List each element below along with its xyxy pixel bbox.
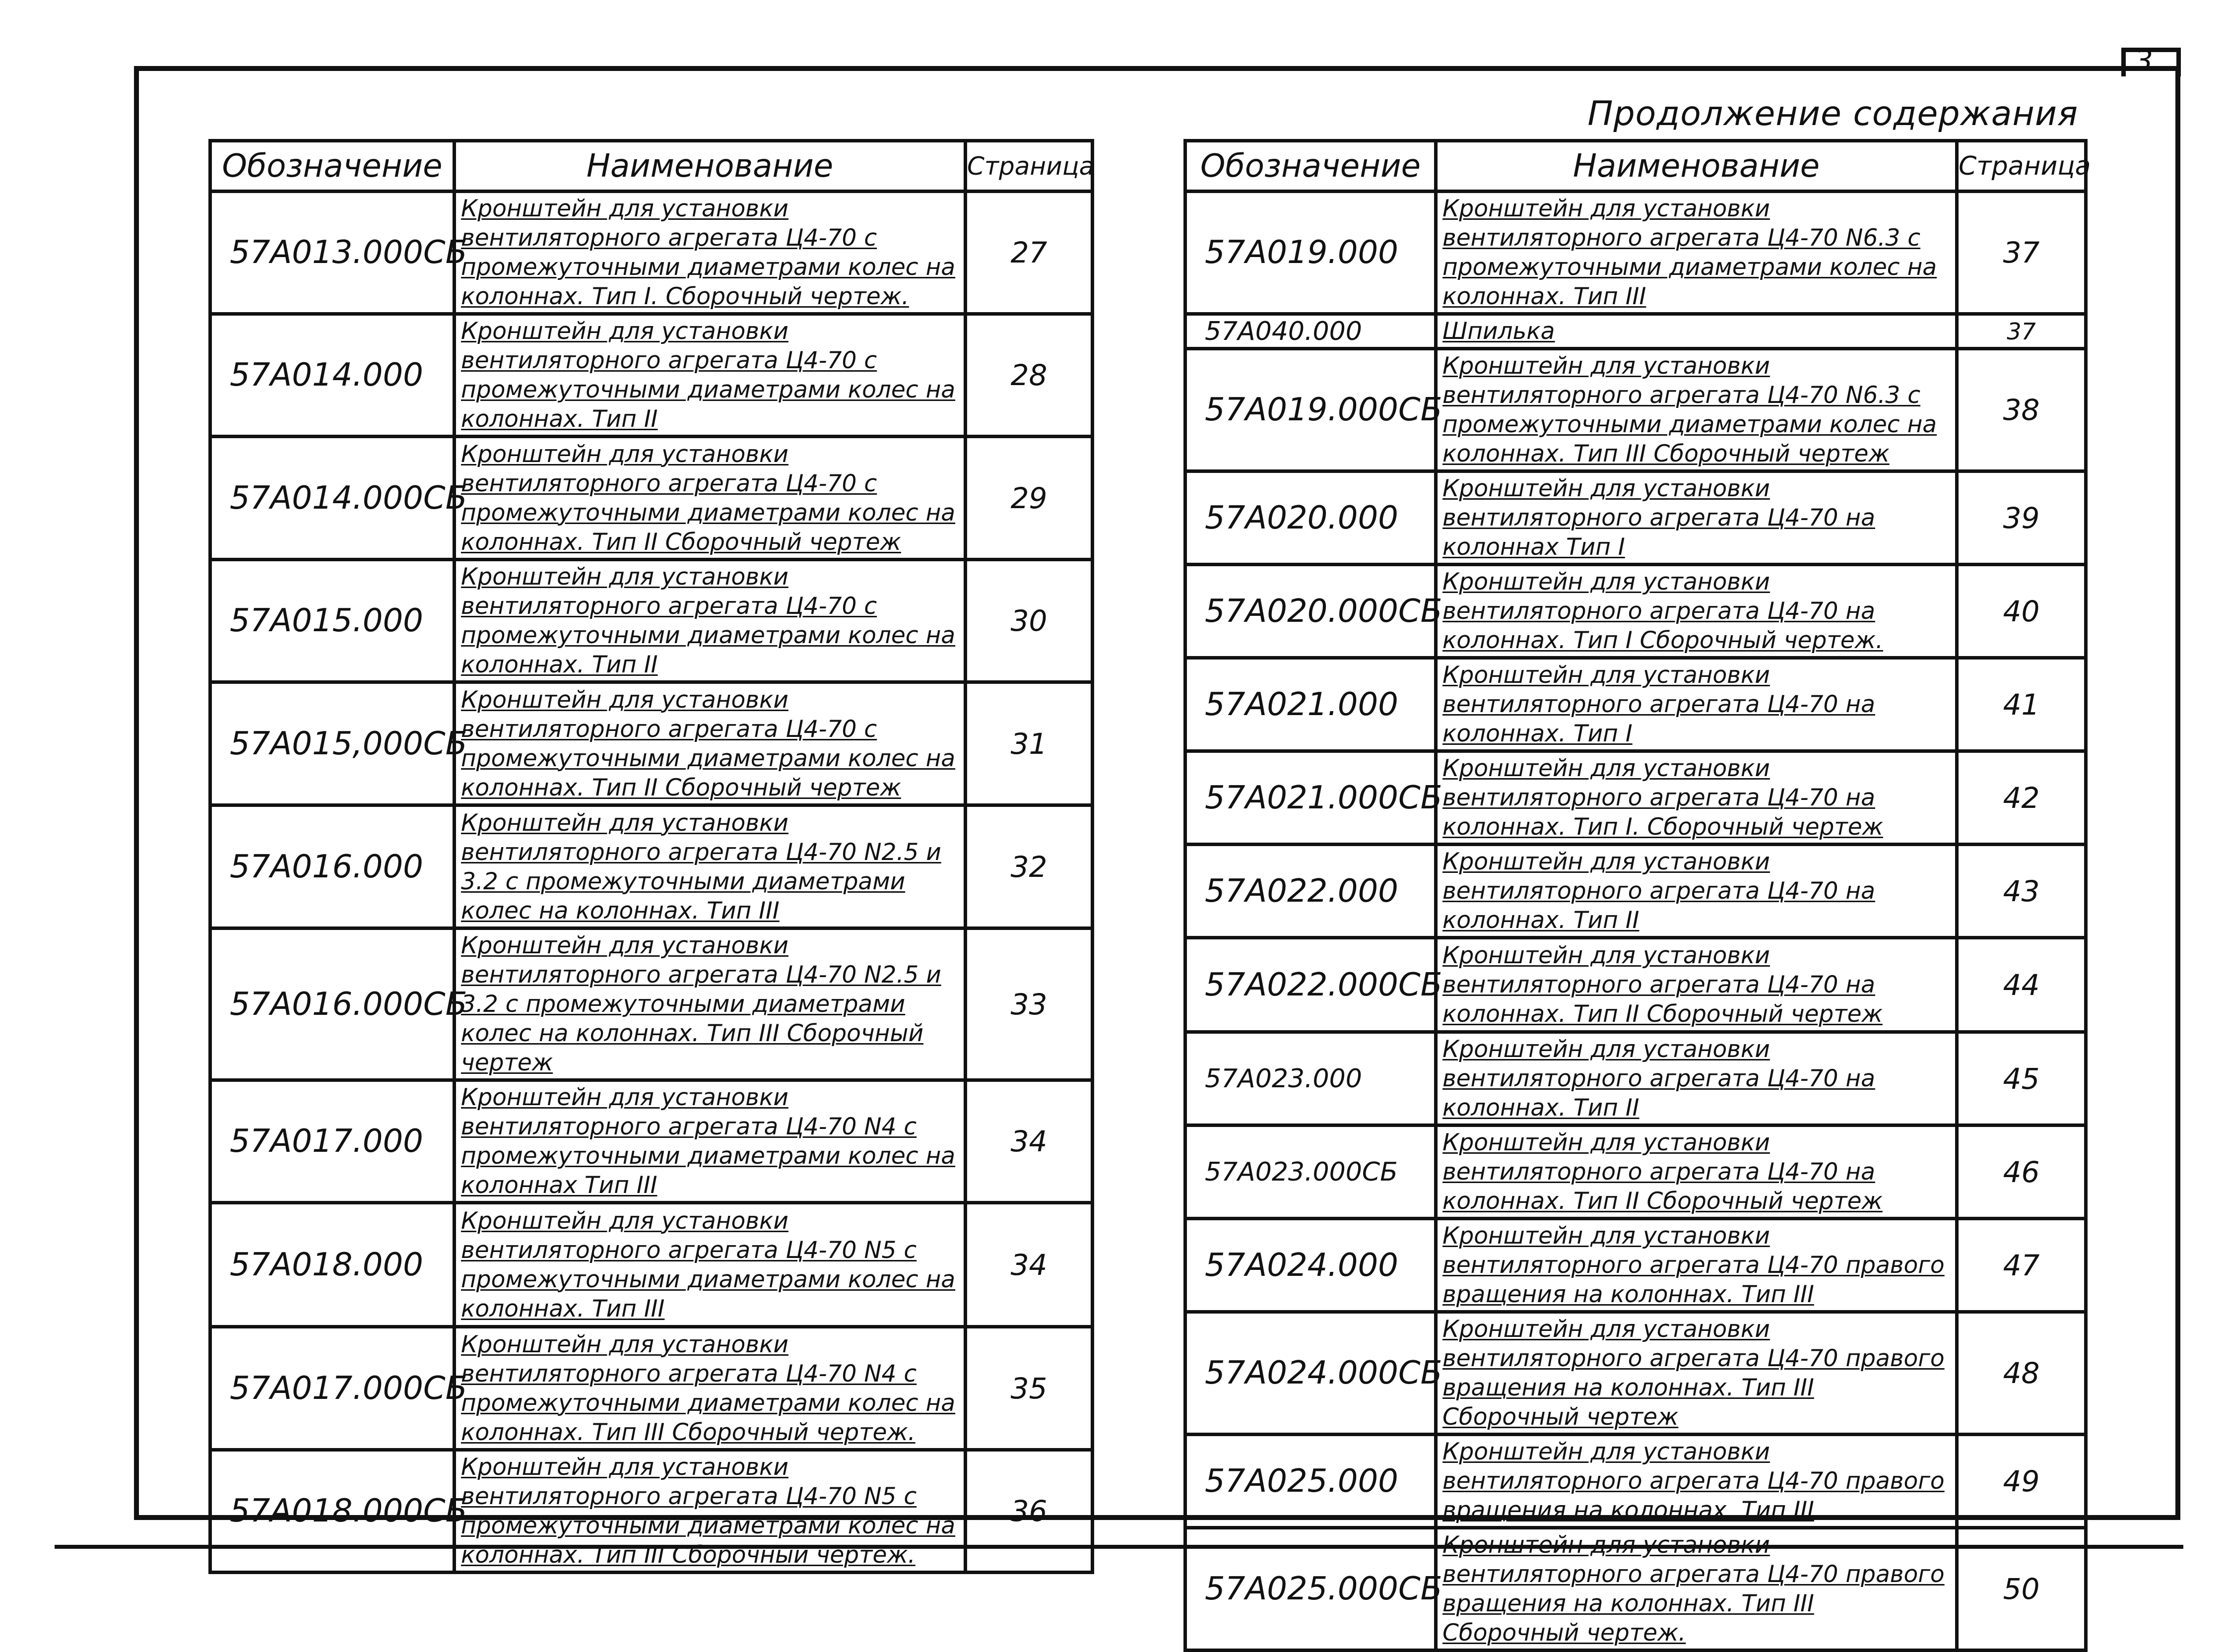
row-code: 57А020.000 <box>1185 471 1436 565</box>
row-page: 37 <box>1957 192 2086 314</box>
row-code: 57А040.000 <box>1185 314 1436 349</box>
row-name: Кронштейн для установки вентиляторного агрегата Ц4-70 N2.5 и 3.2 с промежуточными диаметрами колес на колоннах. Тип III Сборочный чертеж <box>455 928 966 1080</box>
row-name: Кронштейн для установки вентиляторного агрегата Ц4-70 N5 с промежуточными диаметрами колес на колоннах. Тип III <box>455 1203 966 1327</box>
table-row <box>1185 938 2086 1032</box>
row-page: 37 <box>1957 314 2086 349</box>
row-code: 57А016.000СБ <box>210 928 455 1080</box>
table-row <box>210 1450 1093 1573</box>
table-header-row <box>1185 141 2086 192</box>
row-page: 34 <box>966 1080 1093 1203</box>
row-code: 57А015,000СБ <box>210 682 455 805</box>
row-code: 57А022.000СБ <box>1185 938 1436 1032</box>
row-page: 38 <box>1957 349 2086 471</box>
page-number: 3 <box>2135 44 2153 77</box>
row-name: Кронштейн для установки вентиляторного агрегата Ц4-70 с промежуточными диаметрами колес на колоннах. Тип I. Сборочный чертеж. <box>455 192 966 314</box>
row-name: Кронштейн для установки вентиляторного агрегата Ц4-70 на колоннах. Тип II <box>1436 845 1957 938</box>
row-page: 32 <box>966 805 1093 928</box>
table-row <box>1185 471 2086 565</box>
row-name: Кронштейн для установки вентиляторного агрегата Ц4-70 с промежуточными диаметрами колес на колоннах. Тип II <box>455 314 966 437</box>
table-row <box>210 1080 1093 1203</box>
row-name: Кронштейн для установки вентиляторного агрегата Ц4-70 N4 с промежуточными диаметрами колес на колоннах. Тип III Сборочный чертеж. <box>455 1327 966 1450</box>
header-page: Страница <box>1957 141 2086 192</box>
table-row <box>210 437 1093 560</box>
row-name: Кронштейн для установки вентиляторного агрегата Ц4-70 правого вращения на колоннах. Тип III Сборочный чертеж <box>1436 1312 1957 1435</box>
row-code: 57А022.000 <box>1185 845 1436 938</box>
row-code: 57А025.000СБ <box>1185 1528 1436 1651</box>
table-row <box>210 314 1093 437</box>
row-code: 57А025.000 <box>1185 1435 1436 1528</box>
row-code: 57А023.000 <box>1185 1032 1436 1125</box>
row-page: 40 <box>1957 565 2086 658</box>
row-code: 57А014.000СБ <box>210 437 455 560</box>
toc-table-left <box>208 139 1094 1574</box>
row-name: Кронштейн для установки вентиляторного агрегата Ц4-70 N2.5 и 3.2 с промежуточными диаметрами колес на колоннах. Тип III <box>455 805 966 928</box>
row-code: 57А018.000СБ <box>210 1450 455 1573</box>
row-name: Кронштейн для установки вентиляторного агрегата Ц4-70 на колоннах. Тип I Сборочный чертеж. <box>1436 565 1957 658</box>
row-name: Кронштейн для установки вентиляторного агрегата Ц4-70 N6.3 с промежуточными диаметрами колес на колоннах. Тип III Сборочный чертеж <box>1436 349 1957 471</box>
row-name: Кронштейн для установки вентиляторного агрегата Ц4-70 на колоннах Тип I <box>1436 471 1957 565</box>
table-row <box>1185 314 2086 349</box>
row-code: 57А020.000СБ <box>1185 565 1436 658</box>
row-name: Кронштейн для установки вентиляторного агрегата Ц4-70 на колоннах. Тип II <box>1436 1032 1957 1125</box>
table-row <box>1185 565 2086 658</box>
row-page: 49 <box>1957 1435 2086 1528</box>
header-designation: Обозначение <box>1185 141 1436 192</box>
row-code: 57А024.000СБ <box>1185 1312 1436 1435</box>
continued-label: Продолжение содержания <box>1587 94 2078 133</box>
row-page: 48 <box>1957 1312 2086 1435</box>
row-code: 57А017.000 <box>210 1080 455 1203</box>
row-code: 57А024.000 <box>1185 1219 1436 1312</box>
row-page: 42 <box>1957 751 2086 845</box>
row-code: 57А019.000 <box>1185 192 1436 314</box>
row-page: 34 <box>966 1203 1093 1327</box>
table-row <box>210 1327 1093 1450</box>
row-code: 57А014.000 <box>210 314 455 437</box>
table-row <box>1185 192 2086 314</box>
table-row <box>1185 751 2086 845</box>
row-page: 29 <box>966 437 1093 560</box>
row-code: 57А017.000СБ <box>210 1327 455 1450</box>
row-page: 30 <box>966 560 1093 682</box>
header-page: Страница <box>966 141 1093 192</box>
row-code: 57А021.000 <box>1185 658 1436 751</box>
table-row <box>210 682 1093 805</box>
row-name: Кронштейн для установки вентиляторного агрегата Ц4-70 правого вращения на колоннах. Тип III Сборочный чертеж. <box>1436 1528 1957 1651</box>
table-row <box>210 928 1093 1080</box>
row-page: 50 <box>1957 1528 2086 1651</box>
row-page: 45 <box>1957 1032 2086 1125</box>
table-row <box>210 560 1093 682</box>
row-code: 57А013.000СБ <box>210 192 455 314</box>
row-name: Шпилька <box>1436 314 1957 349</box>
table-header-row <box>210 141 1093 192</box>
table-row <box>210 805 1093 928</box>
table-row <box>1185 658 2086 751</box>
row-page: 43 <box>1957 845 2086 938</box>
row-name: Кронштейн для установки вентиляторного агрегата Ц4-70 на колоннах. Тип II Сборочный чертеж <box>1436 1125 1957 1219</box>
row-page: 41 <box>1957 658 2086 751</box>
header-designation: Обозначение <box>210 141 455 192</box>
table-row <box>210 1203 1093 1327</box>
row-name: Кронштейн для установки вентиляторного агрегата Ц4-70 N4 с промежуточными диаметрами колес на колоннах Тип III <box>455 1080 966 1203</box>
table-row <box>1185 1219 2086 1312</box>
table-row <box>1185 349 2086 471</box>
row-name: Кронштейн для установки вентиляторного агрегата Ц4-70 на колоннах. Тип I <box>1436 658 1957 751</box>
table-row <box>1185 1312 2086 1435</box>
row-name: Кронштейн для установки вентиляторного агрегата Ц4-70 N5 с промежуточными диаметрами колес на колоннах. Тип III Сборочный чертеж. <box>455 1450 966 1573</box>
header-name: Наименование <box>455 141 966 192</box>
table-row <box>1185 1125 2086 1219</box>
table-row <box>1185 845 2086 938</box>
row-page: 35 <box>966 1327 1093 1450</box>
row-page: 31 <box>966 682 1093 805</box>
table-row <box>210 192 1093 314</box>
row-page: 28 <box>966 314 1093 437</box>
row-page: 33 <box>966 928 1093 1080</box>
row-page: 36 <box>966 1450 1093 1573</box>
row-code: 57А023.000СБ <box>1185 1125 1436 1219</box>
row-name: Кронштейн для установки вентиляторного агрегата Ц4-70 с промежуточными диаметрами колес на колоннах. Тип II Сборочный чертеж <box>455 437 966 560</box>
row-name: Кронштейн для установки вентиляторного агрегата Ц4-70 правого вращения на колоннах. Тип III <box>1436 1219 1957 1312</box>
table-row <box>1185 1435 2086 1528</box>
header-name: Наименование <box>1436 141 1957 192</box>
row-code: 57А018.000 <box>210 1203 455 1327</box>
row-name: Кронштейн для установки вентиляторного агрегата Ц4-70 N6.3 с промежуточными диаметрами колес на колоннах. Тип III <box>1436 192 1957 314</box>
row-code: 57А019.000СБ <box>1185 349 1436 471</box>
row-name: Кронштейн для установки вентиляторного агрегата Ц4-70 с промежуточными диаметрами колес на колоннах. Тип II Сборочный чертеж <box>455 682 966 805</box>
row-page: 46 <box>1957 1125 2086 1219</box>
row-name: Кронштейн для установки вентиляторного агрегата Ц4-70 на колоннах. Тип II Сборочный чертеж <box>1436 938 1957 1032</box>
row-code: 57А021.000СБ <box>1185 751 1436 845</box>
row-page: 27 <box>966 192 1093 314</box>
row-code: 57А015.000 <box>210 560 455 682</box>
toc-table-right <box>1183 139 2091 1652</box>
row-name: Кронштейн для установки вентиляторного агрегата Ц4-70 на колоннах. Тип I. Сборочный чертеж <box>1436 751 1957 845</box>
table-row <box>1185 1528 2086 1651</box>
row-name: Кронштейн для установки вентиляторного агрегата Ц4-70 с промежуточными диаметрами колес на колоннах. Тип II <box>455 560 966 682</box>
row-page: 44 <box>1957 938 2086 1032</box>
row-name: Кронштейн для установки вентиляторного агрегата Ц4-70 правого вращения на колоннах. Тип III <box>1436 1435 1957 1528</box>
row-code: 57А016.000 <box>210 805 455 928</box>
row-page: 47 <box>1957 1219 2086 1312</box>
row-page: 39 <box>1957 471 2086 565</box>
table-row <box>1185 1032 2086 1125</box>
